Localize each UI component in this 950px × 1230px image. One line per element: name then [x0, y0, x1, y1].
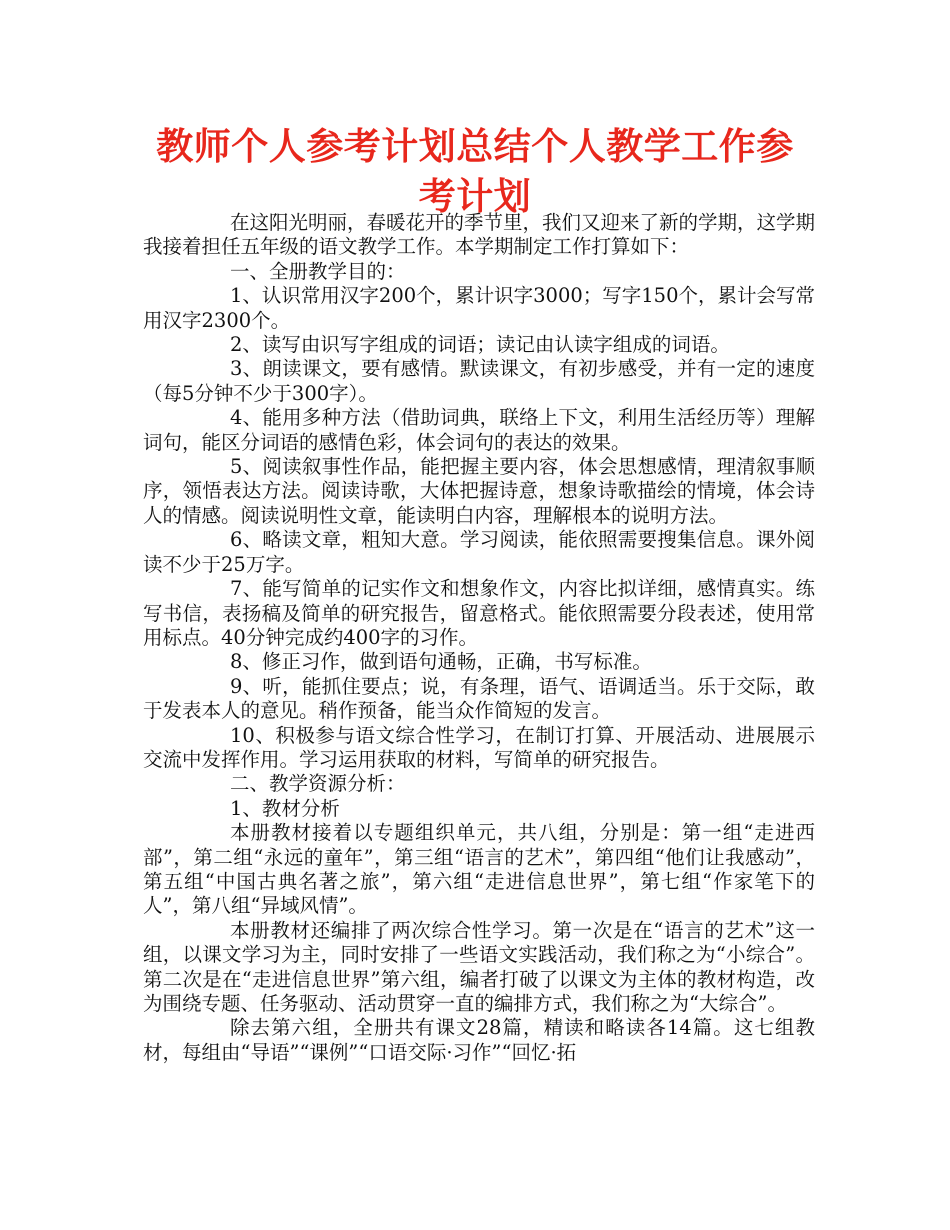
- goal-item-10: 10、积极参与语文综合性学习，在制订打算、开展活动、进展展示交流中发挥作用。学习运用获取的材料，写简单的研究报告。: [143, 723, 815, 771]
- section-heading-resources: 二、教学资源分析：: [230, 772, 406, 796]
- goal-item-4: 4、能用多种方法（借助词典，联络上下文，利用生活经历等）理解词句，能区分词语的感情色彩，体会词句的表达的效果。: [143, 406, 815, 454]
- paragraph-comprehensive-study: 本册教材还编排了两次综合性学习。第一次是在“语言的艺术”这一组，以课文学习为主，同时安排了一些语文实践活动，我们称之为“小综合”。第二次是在“走进信息世界”第六组，编者打破了以课文为主体的教材构造，改为围绕专题、任务驱动、活动贯穿一直的编排方式，我们称之为“大综合”。: [143, 918, 815, 1015]
- goal-item-1: 1、认识常用汉字200个，累计识字3000；写字150个，累计会写常用汉字2300个。: [143, 284, 815, 332]
- section-heading-goals: 一、全册教学目的：: [230, 259, 406, 283]
- goal-item-8: 8、修正习作，做到语句通畅，正确，书写标准。: [230, 650, 652, 674]
- goal-item-5: 5、阅读叙事性作品，能把握主要内容，体会思想感情，理清叙事顺序，领悟表达方法。阅读诗歌，大体把握诗意，想象诗歌描绘的情境，体会诗人的情感。阅读说明性文章，能读明白内容，理解根本的说明方法。: [143, 455, 815, 527]
- paragraph-units: 本册教材接着以专题组织单元，共八组，分别是：第一组“走进西部”，第二组“永远的童年”，第三组“语言的艺术”，第四组“他们让我感动”，第五组“中国古典名著之旅”，第六组“走进信息世界”，第七组“作家笔下的人”，第八组“异域风情”。: [143, 821, 815, 918]
- paragraph-intro: 在这阳光明丽，春暖花开的季节里，我们又迎来了新的学期，这学期我接着担任五年级的语文教学工作。本学期制定工作打算如下：: [143, 211, 816, 259]
- subsection-heading-textbook: 1、教材分析: [230, 796, 340, 820]
- goal-item-3: 3、朗读课文，要有感情。默读课文，有初步感受，并有一定的速度（每5分钟不少于300字）。: [143, 357, 815, 405]
- goal-item-7: 7、能写简单的记实作文和想象作文，内容比拟详细，感情真实。练写书信，表扬稿及简单的研究报告，留意格式。能依照需要分段表述，使用常用标点。40分钟完成约400字的习作。: [143, 577, 815, 649]
- paragraph-lessons: 除去第六组，全册共有课文28篇，精读和略读各14篇。这七组教材，每组由“导语”“课例”“口语交际·习作”“回忆·拓: [143, 1016, 815, 1064]
- document-title: 教师个人参考计划总结个人教学工作参考计划: [156, 125, 794, 218]
- goal-item-9: 9、听，能抓住要点；说，有条理，语气、语调适当。乐于交际，敢于发表本人的意见。稍作预备，能当众作简短的发言。: [143, 674, 815, 723]
- goal-item-2: 2、读写由识写字组成的词语；读记由认读字组成的词语。: [230, 333, 730, 357]
- goal-item-6: 6、略读文章，粗知大意。学习阅读，能依照需要搜集信息。课外阅读不少于25万字。: [143, 528, 815, 576]
- document-body: [143, 211, 815, 1065]
